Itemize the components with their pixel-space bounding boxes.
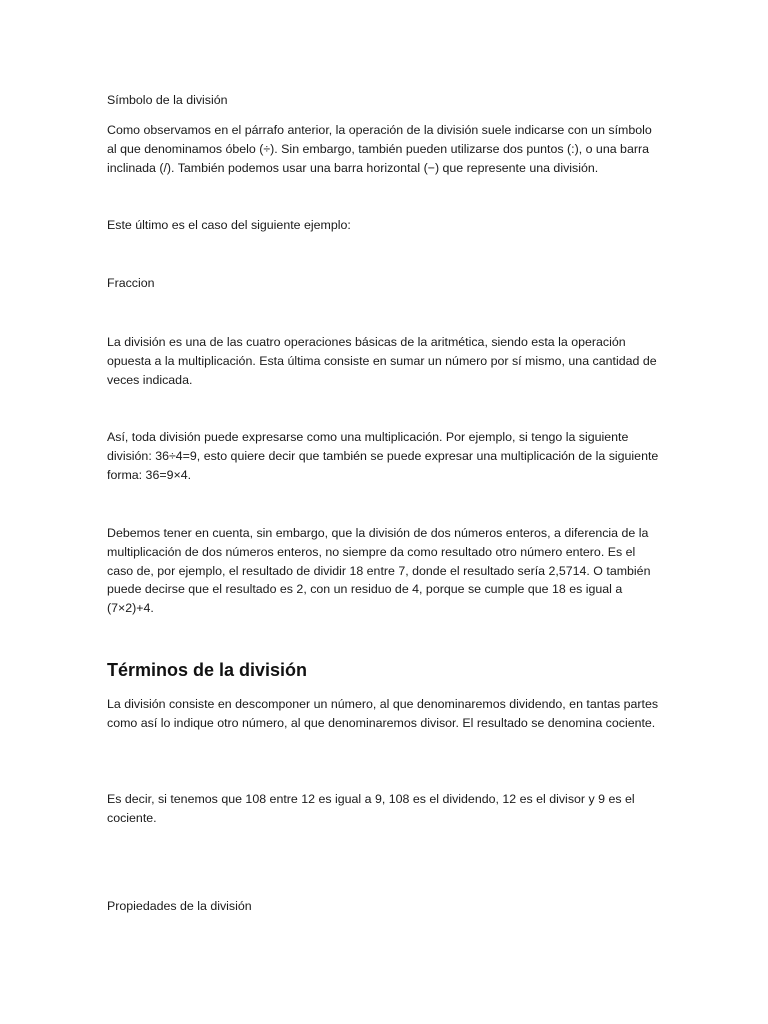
paragraph-simbolo: Como observamos en el párrafo anterior, la operación de la división suele indicarse con un símbolo al que denominamos óbelo (÷). Sin embargo, también pueden utilizarse dos puntos (:), o una barra inclinada (/). También podemos usar una barra horizontal (−) que represente una división. — [107, 123, 652, 175]
paragraph-fraccion: Fraccion — [107, 276, 155, 290]
paragraph-terminos: La división consiste en descomponer un número, al que denominaremos dividendo, en tantas partes como así lo indique otro número, al que denominaremos divisor. El resultado se denomina cociente. — [107, 697, 659, 730]
section-label-simbolo: Símbolo de la división — [107, 93, 228, 107]
paragraph-operaciones: La división es una de las cuatro operaciones básicas de la aritmética, siendo esta la operación opuesta a la multiplicación. Esta última consiste en sumar un número por sí mismo, una cantidad de veces indicada. — [107, 335, 657, 387]
paragraph-ejemplo-108: Es decir, si tenemos que 108 entre 12 es igual a 9, 108 es el dividendo, 12 es el divisor y 9 es el cociente. — [107, 792, 635, 825]
section-label-propiedades: Propiedades de la división — [107, 899, 252, 913]
paragraph-multiplicacion: Así, toda división puede expresarse como una multiplicación. Por ejemplo, si tengo la siguiente división: 36÷4=9, esto quiere decir que también se puede expresar una multiplicación de la siguiente forma: 36=9×4. — [107, 430, 659, 482]
paragraph-enteros: Debemos tener en cuenta, sin embargo, que la división de dos números enteros, a diferencia de la multiplicación de dos números enteros, no siempre da como resultado otro número entero. Es el caso de, por ejemplo, el resultado de dividir 18 entre 7, donde el resultado sería 2,5714. O también puede decirse que el resultado es 2, con un residuo de 4, porque se cumple que 18 es igual a (7×2)+4. — [107, 526, 651, 616]
section-heading-terminos: Términos de la división — [107, 660, 308, 680]
paragraph-ejemplo-intro: Este último es el caso del siguiente ejemplo: — [107, 218, 351, 232]
